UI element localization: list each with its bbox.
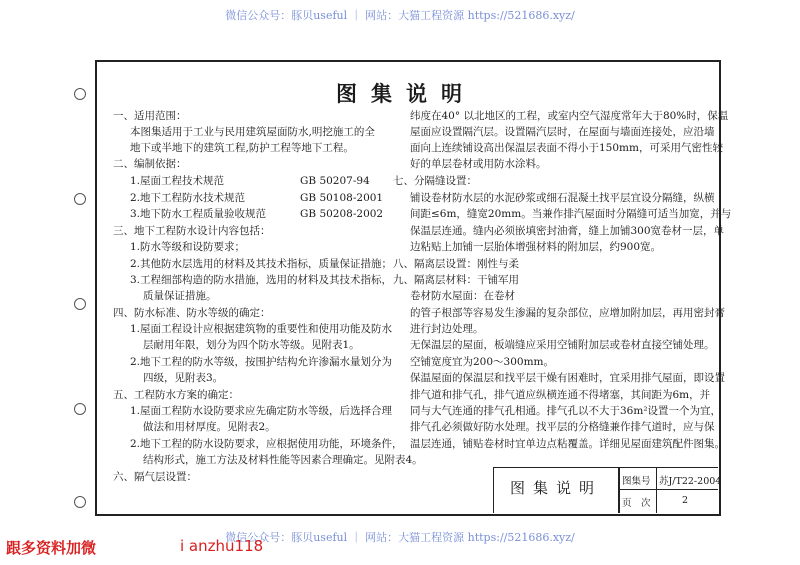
text-line: 同与大气连通的排气孔相通。排气孔以不大于36m²设置一个为宜，: [410, 405, 722, 417]
list-item: 3.地下防水工程质量验收规范: [130, 208, 267, 220]
text-line: 面向上连续铺设高出保温层表面不得小于150mm，可采用气密性较: [410, 142, 723, 154]
list-item: 2.地下工程防水技术规范: [130, 192, 246, 204]
list-item: 2.其他防水层选用的材料及其技术指标，质量保证措施；: [130, 258, 393, 270]
list-item: 3.工程细部构造的防水措施，选用的材料及其技术指标，: [130, 274, 393, 286]
page-number: 2: [682, 495, 689, 506]
text-line: 结构形式，施工方法及材料性能等因素合理确定。见附表4。: [143, 454, 423, 466]
section-heading: 六、隔气层设置：: [113, 471, 197, 483]
binding-hole: [74, 496, 86, 508]
section-heading: 九、隔离层材料：干铺军用: [393, 274, 519, 286]
section-heading: 五、工程防水方案的确定：: [113, 389, 239, 401]
text-line: 四级，见附表3。: [143, 372, 224, 384]
title-block: [493, 467, 722, 513]
binding-holes: [74, 88, 86, 508]
binding-hole: [74, 298, 86, 310]
list-item: 2.地下工程的防水设防要求，应根据使用功能，环境条件，: [130, 438, 403, 450]
list-item: 1.防水等级和设防要求；: [130, 241, 246, 253]
standard-code: GB 50207-94: [300, 175, 370, 187]
atlas-number: 苏J/T22-2004: [659, 476, 722, 487]
text-line: 温层连通，铺贴卷材时宜单边点粘覆盖。详细见屋面建筑配件图集。: [410, 438, 725, 450]
text-line: 地下或半地下的建筑工程,防护工程等地下工程。: [130, 142, 354, 154]
page-title: 图集说明: [336, 81, 476, 106]
text-line: 进行封边处理。: [410, 323, 484, 335]
text-line: 排气孔必须做好防水处理。找平层的分格缝兼作排气道时，应与保: [410, 421, 715, 433]
text-line: 保温层连通。缝内必须嵌填密封油膏，缝上加铺300宽卷材一层，单: [410, 225, 725, 237]
text-line: 保温屋面的保温层和找平层干燥有困难时，宜采用排气屋面，即设置: [410, 372, 725, 384]
section-heading: 四、防水标准、防水等级的确定：: [113, 307, 271, 319]
title-block-divider: [656, 468, 657, 513]
text-line: 无保温层的屋面，板端缝应采用空铺附加层或卷材直接空铺处理。: [410, 339, 715, 351]
title-block-name: 图集说明: [509, 479, 602, 497]
text-line: 纬度在40° 以北地区的工程，或室内空气湿度常年大于80%时，保温: [410, 110, 729, 122]
text-line: 做法和用材厚度。见附表2。: [143, 421, 276, 433]
promo-id: i anzhu118: [180, 537, 264, 555]
text-line: 排气道和排气孔，排气道应纵横连通不得堵塞，其间距为6m，并: [410, 389, 711, 401]
section-heading: 七、分隔缝设置：: [393, 175, 477, 187]
atlas-number-label: 图集号: [622, 476, 651, 487]
list-item: 1.屋面工程防水设防要求应先确定防水等级，后选择合理: [130, 405, 393, 417]
text-line: 本图集适用于工业与民用建筑屋面防水,明挖施工的全: [130, 126, 375, 138]
binding-hole: [74, 193, 86, 205]
promo-text: 跟多资料加微: [6, 539, 97, 557]
text-line: 铺设卷材防水层的水泥砂浆或细石混凝土找平层宜设分隔缝，纵横: [410, 192, 715, 204]
section-heading: 八、隔离层设置：刚性与柔: [393, 258, 519, 270]
watermark-bottom: 微信公众号：豚贝useful ｜ 网站：大猫工程资源 https://521686.xyz/: [225, 531, 575, 544]
text-line: 层耐用年限，划分为四个防水等级。见附表1。: [143, 339, 360, 351]
watermark-top: 微信公众号：豚贝useful ｜ 网站：大猫工程资源 https://521686.xyz/: [225, 9, 575, 22]
list-item: 2.地下工程的防水等级，按围护结构允许渗漏水量划分为: [130, 356, 393, 368]
section-heading: 三、地下工程防水设计内容包括：: [113, 225, 271, 237]
text-line: 间距≤6m，缝宽20mm。当兼作排汽屋面时分隔缝可适当加宽，并与: [410, 208, 732, 220]
title-block-divider: [618, 468, 620, 513]
binding-hole: [74, 88, 86, 100]
text-line: 边粘贴上加铺一层胎体增强材料的附加层，约900宽。: [410, 241, 662, 253]
standard-code: GB 50208-2002: [300, 208, 384, 220]
text-line: 的管子根部等容易发生渗漏的复杂部位，应增加附加层，再用密封膏: [410, 307, 725, 319]
page-label: 页 次: [622, 498, 651, 509]
title-block-divider: [618, 489, 718, 490]
list-item: 1.屋面工程设计应根据建筑物的重要性和使用功能及防水: [130, 323, 393, 335]
text-line: 卷材防水屋面：在卷材: [410, 290, 515, 302]
list-item: 1.屋面工程技术规范: [130, 175, 225, 187]
text-line: 空铺宽度宜为200～300mm。: [410, 356, 554, 368]
text-line: 质量保证措施。: [143, 290, 217, 302]
standard-code: GB 50108-2001: [300, 192, 384, 204]
binding-hole: [74, 403, 86, 415]
text-line: 好的单层卷材或用防水涂料。: [410, 158, 547, 170]
text-line: 屋面应设置隔汽层。设置隔汽层时，在屋面与墙面连接处，应沿墙: [410, 126, 715, 138]
section-heading: 二、编制依据：: [113, 158, 187, 170]
section-heading: 一、适用范围：: [113, 110, 187, 122]
